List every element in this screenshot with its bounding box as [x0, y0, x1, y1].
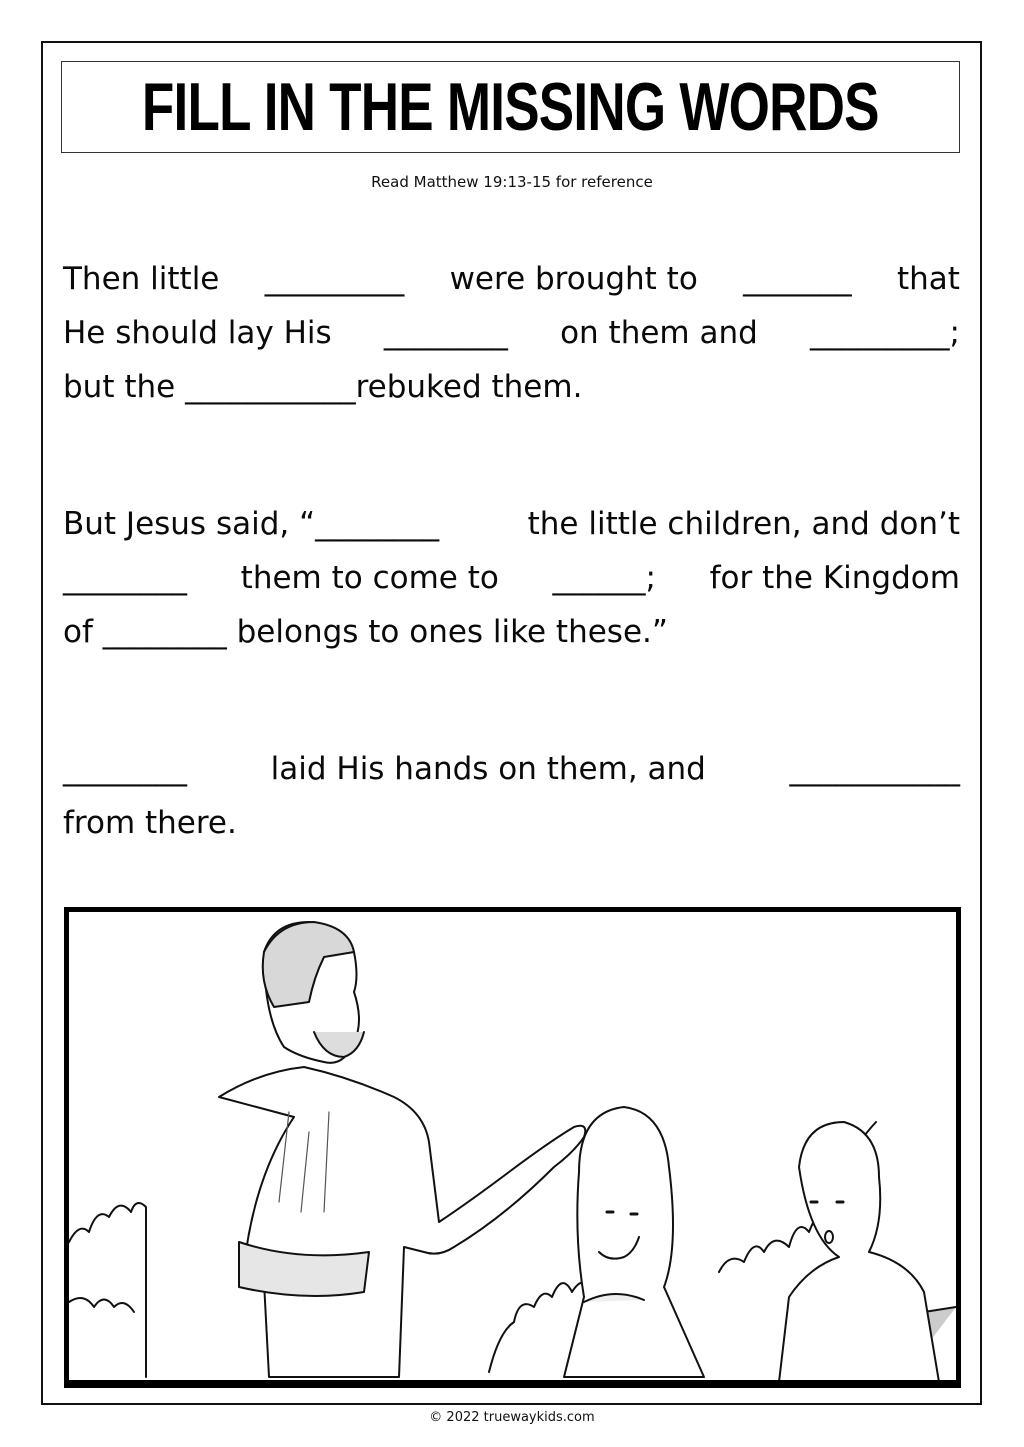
verse-line — [63, 796, 960, 850]
blank-field[interactable]: ___________rebuked them. — [185, 369, 583, 405]
verse-line — [63, 605, 960, 659]
verse-text: Then little — [63, 261, 220, 297]
verse-line — [63, 551, 960, 605]
blank-field[interactable]: ________ — [102, 614, 227, 650]
blank-field[interactable]: ________ — [63, 560, 187, 596]
verse-text: of — [63, 614, 93, 650]
verse-line — [63, 497, 960, 551]
verse-text: were brought to — [449, 261, 698, 297]
verse-text: them to come to — [240, 560, 499, 596]
verse-text: laid His hands on them, and — [270, 751, 706, 787]
verse-text: but the — [63, 369, 176, 405]
verse-line — [63, 360, 960, 414]
blank-field[interactable]: _________ — [264, 261, 405, 297]
copyright-footer: © 2022 truewaykids.com — [429, 1410, 595, 1425]
verse-text: belongs to ones like these.” — [236, 614, 668, 650]
verse-text: on them and — [560, 315, 758, 351]
blank-field[interactable]: ___________ — [789, 751, 960, 787]
verse-line — [63, 306, 960, 360]
verse-text: for the Kingdom — [709, 560, 960, 596]
verse-line — [63, 742, 960, 796]
verse-text: from there. — [63, 805, 237, 841]
blank-field[interactable]: ________ — [63, 751, 187, 787]
verse-text: the little children, and don’t — [527, 506, 960, 542]
reference-note: Read Matthew 19:13-15 for reference — [371, 173, 653, 191]
verse-paragraph-1 — [63, 252, 960, 414]
title-box — [61, 61, 960, 153]
page-title: FILL IN THE MISSING WORDS — [142, 69, 879, 145]
blank-field[interactable]: But Jesus said, “________ — [63, 506, 440, 542]
blank-field[interactable]: ________ — [383, 315, 508, 351]
blank-field[interactable]: ______; — [552, 560, 656, 596]
verse-paragraph-2 — [63, 497, 960, 659]
verse-paragraph-3 — [63, 742, 960, 850]
verse-line — [63, 252, 960, 306]
blank-field[interactable]: _______ — [743, 261, 852, 297]
story-illustration — [64, 907, 961, 1388]
verse-text: that — [897, 261, 960, 297]
verse-text: He should lay His — [63, 315, 332, 351]
jesus-and-children-drawing — [69, 912, 956, 1380]
blank-field[interactable]: _________; — [810, 315, 960, 351]
